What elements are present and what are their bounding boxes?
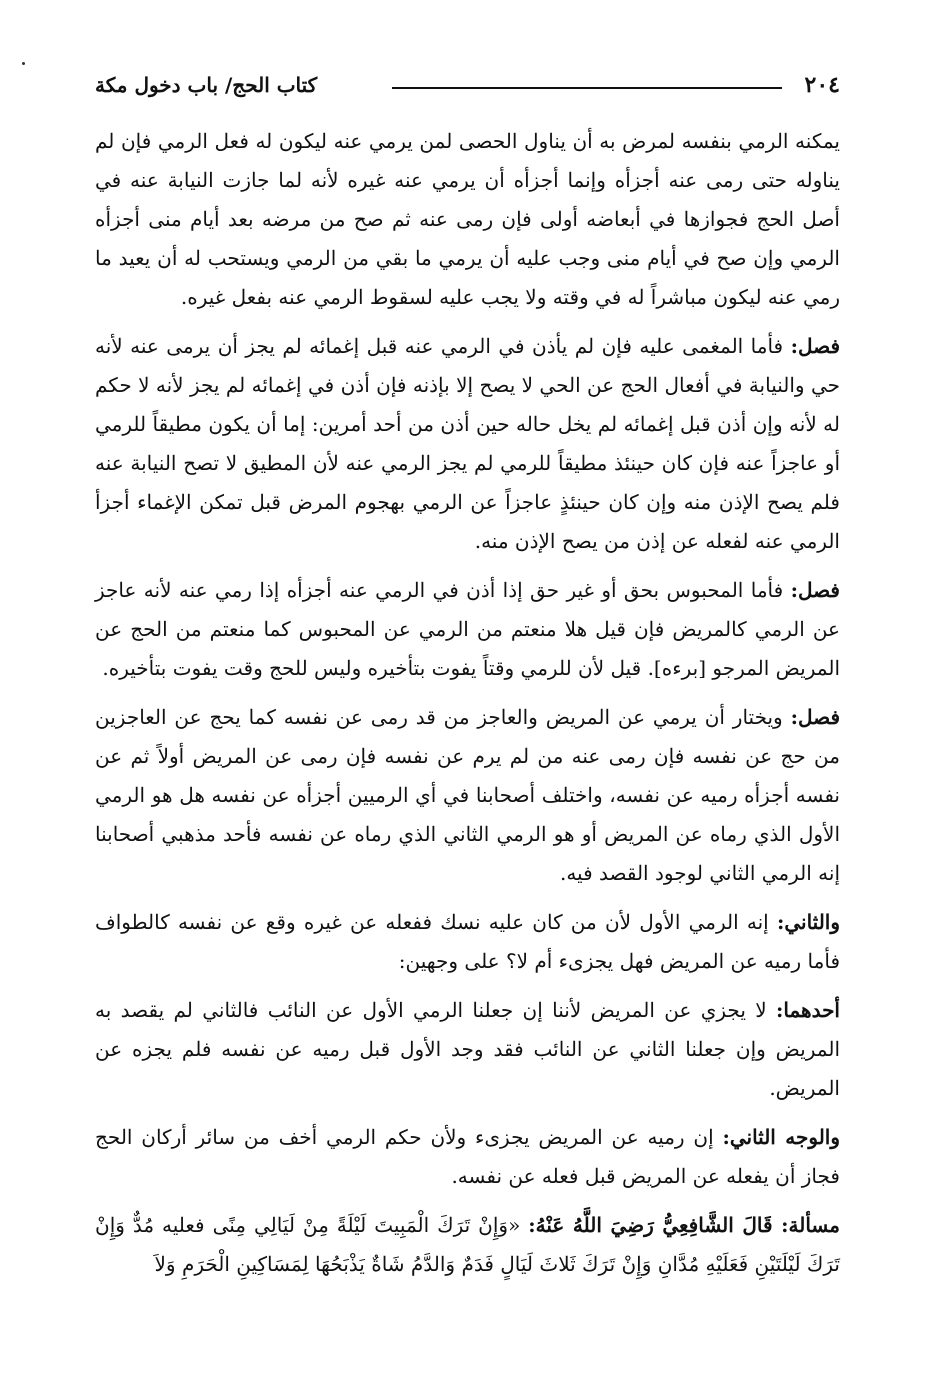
paragraph-text: يمكنه الرمي بنفسه لمرض به أن يناول الحصى لمن يرمي عنه ليكون له فعل الرمي فإن لم يناوله حتى رمى عنه أجزأه وإنما أجزأه أن يرمي عنه غيره لأنه لما جازت النيابة عنه في أصل الحج فجوازها في أبعاضه أولى فإن رمى عنه ثم صح من مرضه بعد أيام منى أجزأه الرمي وإن صح في أيام منى وجب عليه أن يرمي ما بقي من الرمي ويستحب له أن يعيد ما رمي عنه ليكون مباشراً له في وقته ولا يجب عليه لسقوط الرمي عنه بفعل غيره. (95, 129, 840, 309)
section-heading: والثاني: (776, 910, 841, 934)
page-number: ٢٠٤ (804, 72, 840, 98)
paragraph (95, 698, 840, 893)
section-heading: أحدهما: (775, 998, 840, 1022)
paragraph (95, 122, 840, 317)
paragraph (95, 571, 840, 688)
paragraph-text: إنه الرمي الأول لأن من كان عليه نسك ففعله عن غيره وقع عن نفسه كالطواف فأما رميه عن المريض فهل يجزىء أم لا؟ على وجهين: (95, 910, 840, 973)
running-title: كتاب الحج/ باب دخول مكة (95, 73, 318, 97)
paragraph-text: فأما المغمى عليه فإن لم يأذن في الرمي عنه قبل إغمائه لم يجز أن يرمى عنه لأنه حي والنيابة في أفعال الحج عن الحي لا يصح إلا بإذنه فإن أذن في إغمائه لم يجز لأنه لا حكم له لأنه وإن أذن قبل إغمائه لم يخل حاله حين أذن من أحد أمرين: إما أن يكون مطيقاً للرمي أو عاجزاً عنه فإن كان حينئذ مطيقاً للرمي لم يجز الرمي عنه لأن المطيق لا تصح النيابة عنه فلم يصح الإذن منه وإن كان حينئذٍ عاجزاً عن الرمي بهجوم المرض قبل تمكن الإغماء أجزأ الرمي عنه لفعله عن إذن من يصح الإذن منه. (95, 334, 840, 553)
paragraph (95, 327, 840, 561)
section-heading: فصل: (790, 705, 841, 729)
paragraph-text: إن رميه عن المريض يجزىء ولأن حكم الرمي أخف من سائر أركان الحج فجاز أن يفعله عن المريض قبل فعله عن نفسه. (95, 1125, 840, 1188)
paragraph (95, 991, 840, 1108)
paragraph-text: لا يجزي عن المريض لأننا إن جعلنا الرمي الأول عن النائب فالثاني لم يقصد به المريض وإن جعلنا الثاني عن النائب فقد وجد الأول قبل رميه عن نفسه فلم يجزه عن المريض. (95, 998, 840, 1100)
page-body (95, 122, 840, 1294)
section-heading: والوجه الثاني: (722, 1125, 841, 1149)
issue-heading: مسألة: قَالَ الشَّافِعِيُّ رَضِيَ اللَّهُ عَنْهُ: (528, 1213, 840, 1237)
paragraph-text: ويختار أن يرمي عن المريض والعاجز من قد رمى عن نفسه كما يحج عن العاجزين من حج عن نفسه فإن رمى عنه من لم يرم عن نفسه فإن رمى عن المريض أولاً ثم عن نفسه أجزأه رميه عن نفسه، واختلف أصحابنا في أي الرميين أجزأه عن نفسه هل هو الرمي الأول الذي رماه عن المريض أو هو الرمي الثاني الذي رماه عن نفسه فأحد مذهبي أصحابنا إنه الرمي الثاني لوجود القصد فيه. (95, 705, 840, 885)
page-header (95, 70, 840, 106)
section-heading: فصل: (790, 578, 840, 602)
paragraph (95, 1118, 840, 1196)
paragraph-text: فأما المحبوس بحق أو غير حق إذا أذن في الرمي عنه أجزأه إذا رمي عنه لأنه عاجز عن الرمي كالمريض فإن قيل هلا منعتم من الرمي عن المحبوس كما منعتم من الحج عن المريض المرجو [برءه]. قيل لأن للرمي وقتاً يفوت بتأخيره وليس للحج وقت يفوت بتأخيره. (95, 578, 840, 680)
paragraph (95, 1206, 840, 1284)
scan-speck (22, 62, 25, 65)
quoted-text: «وَإِنْ تَرَكَ الْمَبِيتَ لَيْلَةً مِنْ لَيَالِي مِنًى فعليه مُدٌّ وَإِنْ تَرَكَ لَيْلَتَيْنِ فَعَلَيْهِ مُدَّانِ وَإِنْ تَرَكَ ثَلاثَ لَيَالٍ فَدَمٌ وَالدَّمُ شَاةٌ يَذْبَحُهَا لِمَسَاكِينِ الْحَرَمِ وَلاَ (95, 1213, 840, 1276)
header-rule (392, 87, 782, 89)
paragraph (95, 903, 840, 981)
section-heading: فصل: (790, 334, 841, 358)
